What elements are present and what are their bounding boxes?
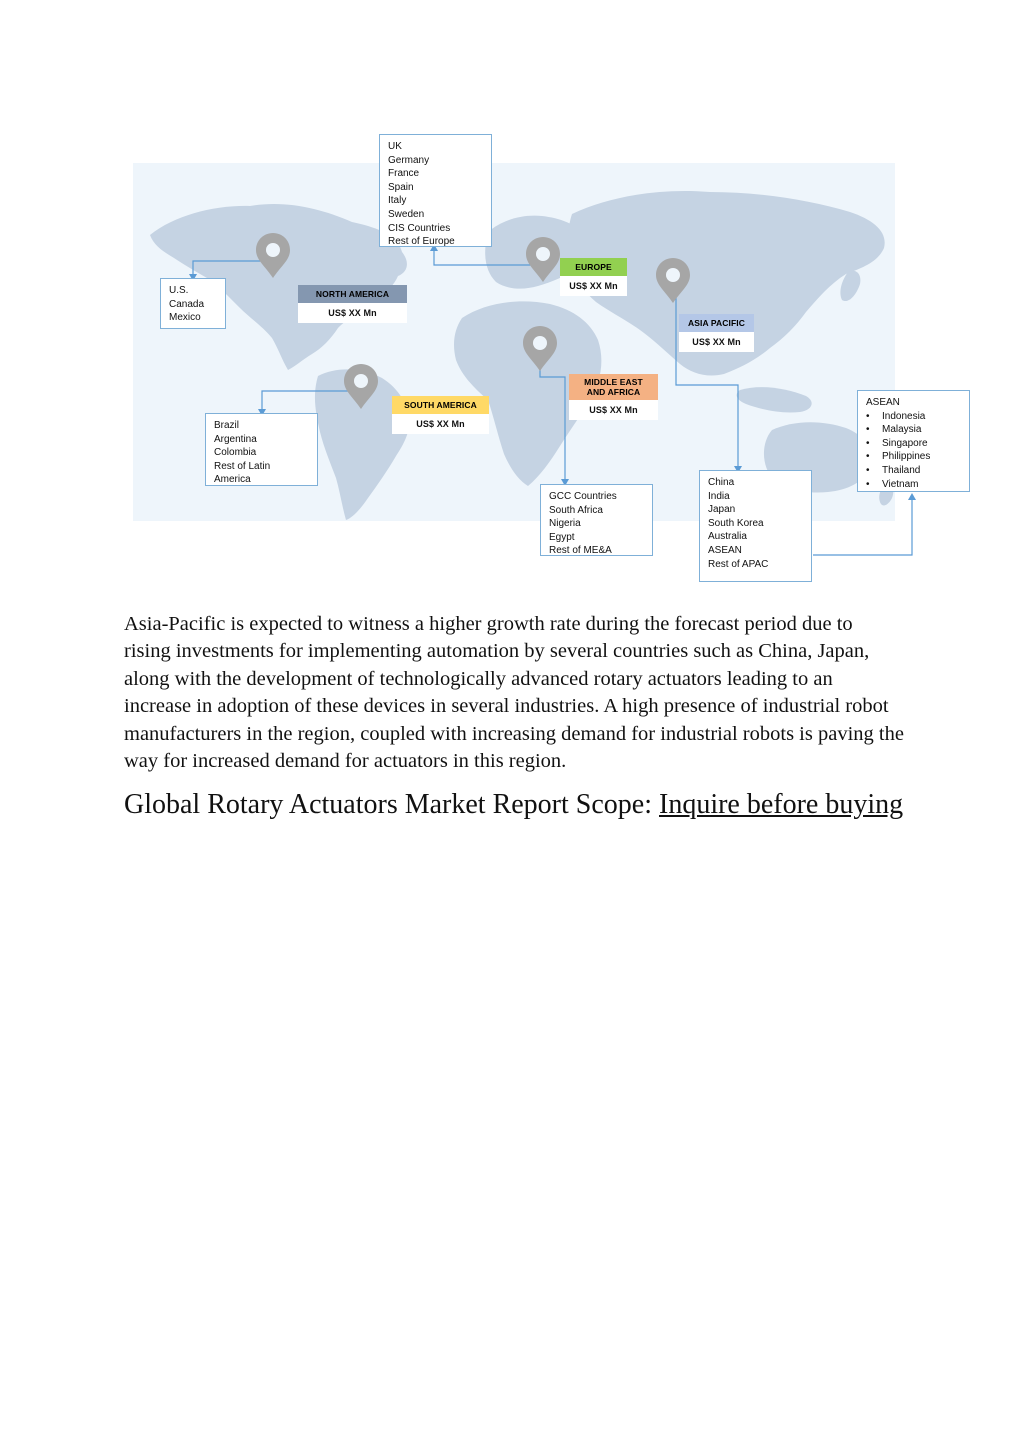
connector-asean (813, 498, 912, 555)
country-item: Italy (388, 195, 407, 207)
country-item: CIS Countries (388, 222, 451, 234)
asean-title: ASEAN (866, 397, 900, 408)
country-item: Germany (388, 154, 430, 166)
middle-east-africa-region-tag (569, 374, 658, 420)
country-item: Egypt (549, 531, 575, 543)
north-america-countries-box (160, 278, 226, 329)
asean-item: • Malaysia (866, 423, 961, 437)
region-value: US$ XX Mn (392, 414, 489, 434)
europe-region-tag (560, 258, 627, 296)
regional-map-figure (0, 0, 1023, 590)
region-name: SOUTH AMERICA (392, 396, 489, 414)
europe-countries-box (379, 134, 492, 247)
region-name: NORTH AMERICA (298, 285, 407, 303)
region-name-line: AND AFRICA (586, 387, 641, 397)
section-heading (124, 786, 914, 824)
asia-pacific-countries-box (699, 470, 812, 582)
country-item: Japan (708, 504, 736, 516)
world-map (0, 0, 1023, 590)
country-item: Canada (169, 298, 205, 310)
region-value: US$ XX Mn (569, 400, 658, 420)
inquire-before-buying-link[interactable]: Inquire before buying (659, 789, 904, 820)
region-value: US$ XX Mn (298, 303, 407, 323)
country-item: China (708, 477, 735, 488)
region-name: ASIA PACIFIC (679, 314, 754, 332)
north-america-region-tag (298, 285, 407, 323)
country-item: Rest of APAC (708, 558, 769, 570)
country-item: Nigeria (549, 518, 581, 530)
asean-item: • Thailand (866, 464, 961, 478)
country-item: Brazil (214, 420, 240, 431)
asean-item: • Vietnam (866, 478, 961, 492)
country-item: South Africa (549, 504, 603, 516)
country-item: America (214, 474, 251, 486)
asean-item: • Philippines (866, 450, 961, 464)
region-name-line: MIDDLE EAST (584, 377, 643, 387)
country-item: Rest of ME&A (549, 545, 612, 557)
region-value: US$ XX Mn (560, 276, 627, 296)
region-value: US$ XX Mn (679, 332, 754, 352)
country-item: Australia (708, 531, 747, 543)
country-item: ASEAN (708, 544, 742, 556)
heading-text: Global Rotary Actuators Market Report Scope: (124, 789, 659, 820)
country-item: GCC Countries (549, 491, 617, 502)
country-item: India (708, 490, 730, 502)
asean-list (866, 410, 961, 492)
country-item: UK (388, 141, 402, 152)
asean-item: • Singapore (866, 437, 961, 451)
region-name: EUROPE (560, 258, 627, 276)
country-item: Rest of Latin (214, 460, 271, 472)
country-item: Colombia (214, 447, 257, 459)
country-item: South Korea (708, 517, 764, 529)
southeast-asia-islands (737, 387, 812, 412)
country-item: Spain (388, 181, 414, 193)
country-item: Argentina (214, 433, 257, 445)
asia-pacific-region-tag (679, 314, 754, 352)
country-item: Sweden (388, 208, 425, 220)
body-paragraph: Asia-Pacific is expected to witness a higher growth rate during the forecast period due to rising investments for implementing automation by several countries such as China, Japan, along with the development of technologically advanced rotary actuators leading to an increase in adoption of these devices in several industries. A high presence of industrial robot manufacturers in the region, coupled with increasing demand for industrial robots is paving the way for increased demand for actuators in this region. (124, 612, 904, 773)
country-item: France (388, 168, 420, 180)
asean-countries-box (857, 390, 970, 492)
south-america-countries-box (205, 413, 318, 486)
region-name (569, 374, 658, 400)
country-item: Mexico (169, 312, 201, 324)
country-item: Rest of Europe (388, 236, 455, 248)
asean-item: • Indonesia (866, 410, 961, 424)
middle-east-africa-countries-box (540, 484, 653, 556)
south-america-region-tag (392, 396, 489, 434)
country-item: U.S. (169, 285, 189, 296)
